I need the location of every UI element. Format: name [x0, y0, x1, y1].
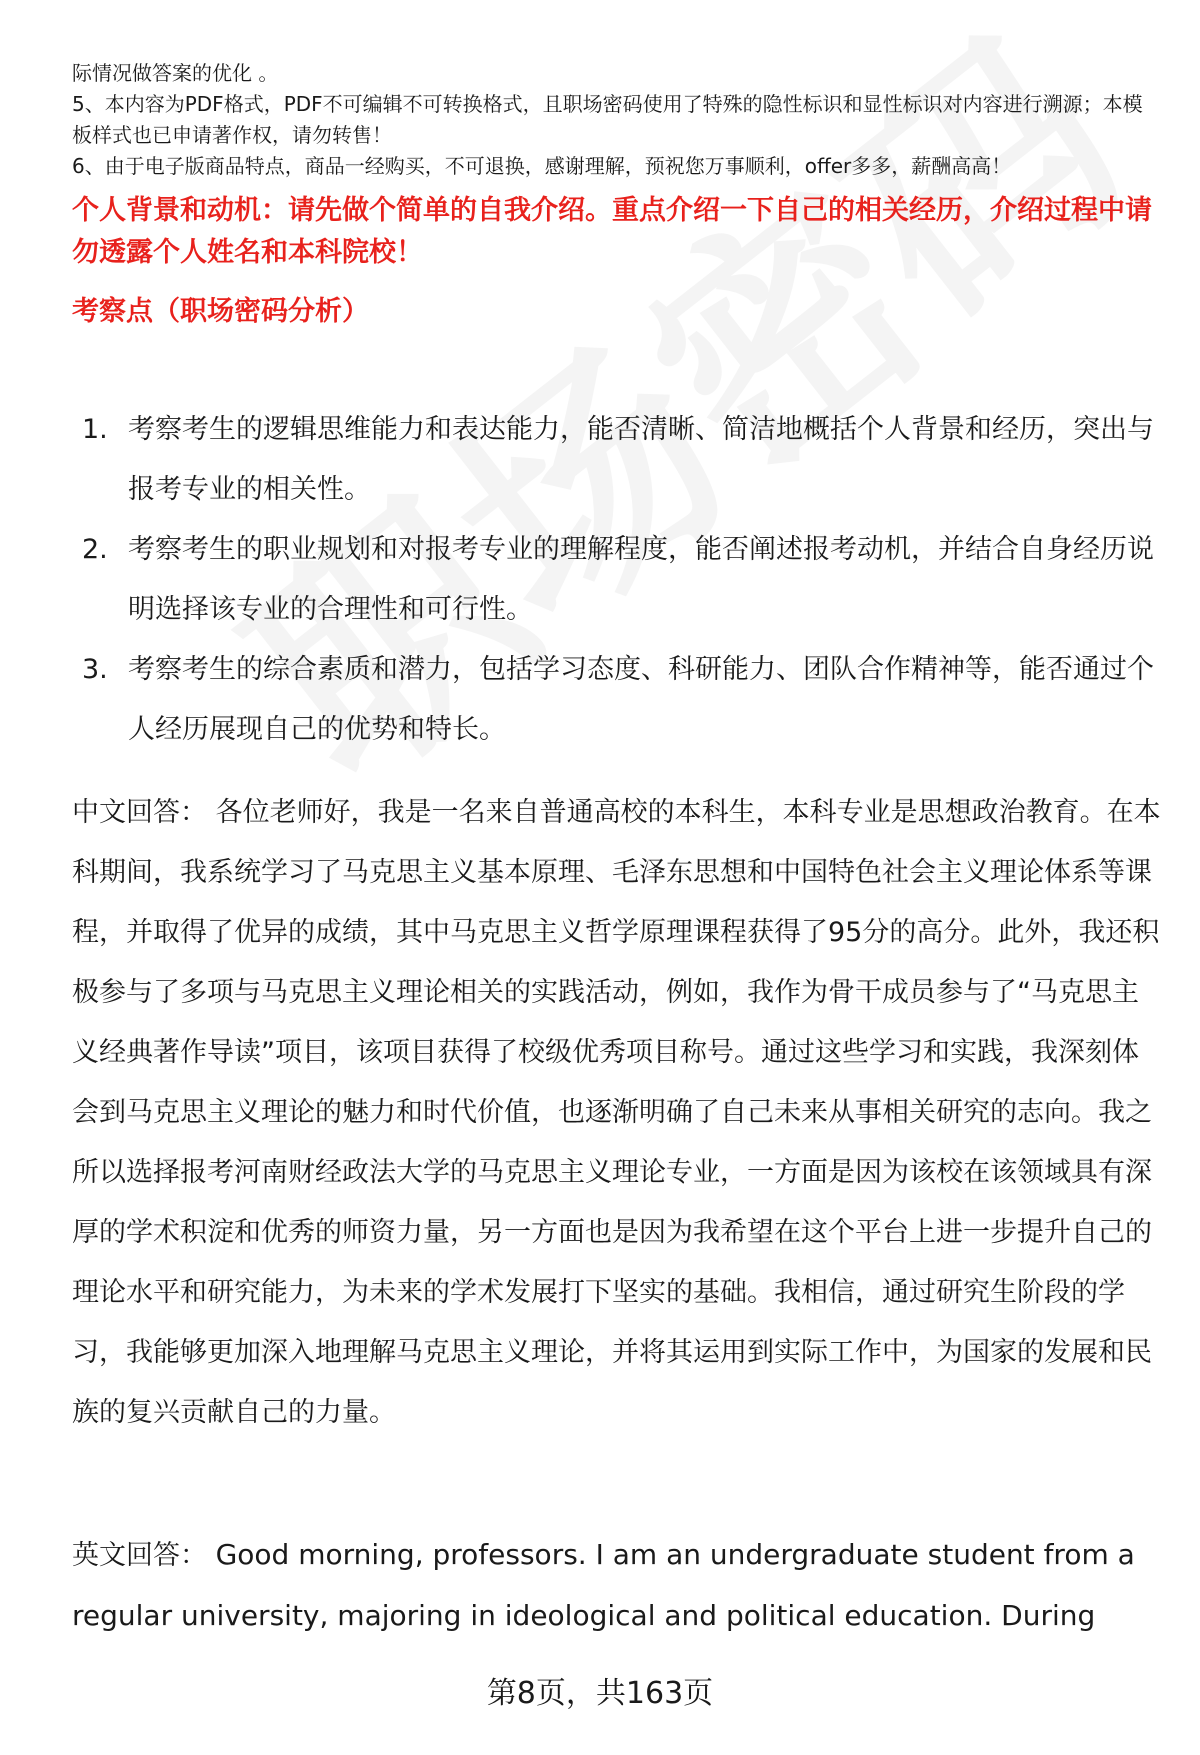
- point-number: 1.: [82, 414, 108, 445]
- note-line: 5、本内容为PDF格式，PDF不可编辑不可转换格式，且职场密码使用了特殊的隐性标识和显性标识对内容进行溯源；本模板样式也已申请著作权，请勿转售！: [72, 92, 1143, 147]
- english-answer-label: 英文回答：: [72, 1540, 207, 1571]
- point-item: [82, 520, 1162, 640]
- points-list: [82, 400, 1162, 760]
- point-item: [82, 400, 1162, 520]
- point-text: 考察考生的综合素质和潜力，包括学习态度、科研能力、团队合作精神等，能否通过个人经历展现自己的优势和特长。: [128, 654, 1154, 745]
- point-item: [82, 640, 1162, 760]
- page-footer: 第8页，共163页: [486, 1676, 714, 1711]
- notes-section: [72, 58, 1162, 182]
- note-line: 6、由于电子版商品特点，商品一经购买，不可退换，感谢理解，预祝您万事顺利，offer多多，薪酬高高！: [72, 154, 1012, 178]
- points-heading: 考察点（职场密码分析）: [72, 296, 369, 327]
- point-number: 2.: [82, 534, 108, 565]
- english-answer: [72, 1525, 1162, 1647]
- chinese-answer-text: 各位老师好，我是一名来自普通高校的本科生，本科专业是思想政治教育。在本科期间，我系统学习了马克思主义基本原理、毛泽东思想和中国特色社会主义理论体系等课程，并取得了优异的成绩，其中马克思主义哲学原理课程获得了95分的高分。此外，我还积极参与了多项与马克思主义理论相关的实践活动，例如，我作为骨干成员参与了“马克思主义经典著作导读”项目，该项目获得了校级优秀项目称号。通过这些学习和实践，我深刻体会到马克思主义理论的魅力和时代价值，也逐渐明确了自己未来从事相关研究的志向。我之所以选择报考河南财经政法大学的马克思主义理论专业，一方面是因为该校在该领域具有深厚的学术积淀和优秀的师资力量，另一方面也是因为我希望在这个平台上进一步提升自己的理论水平和研究能力，为未来的学术发展打下坚实的基础。我相信，通过研究生阶段的学习，我能够更加深入地理解马克思主义理论，并将其运用到实际工作中，为国家的发展和民族的复兴贡献自己的力量。: [72, 797, 1161, 1428]
- note-line: 际情况做答案的优化 。: [72, 61, 279, 85]
- question-heading: 个人背景和动机：请先做个简单的自我介绍。重点介绍一下自己的相关经历，介绍过程中请勿透露个人姓名和本科院校！: [72, 195, 1152, 268]
- chinese-answer-label: 中文回答：: [72, 797, 207, 828]
- english-answer-text: Good morning, professors. I am an undergraduate student from a regular university, majoring in ideological and political education. During: [72, 1538, 1135, 1632]
- point-text: 考察考生的逻辑思维能力和表达能力，能否清晰、简洁地概括个人背景和经历，突出与报考专业的相关性。: [128, 414, 1154, 505]
- chinese-answer: [72, 783, 1162, 1443]
- point-text: 考察考生的职业规划和对报考专业的理解程度，能否阐述报考动机，并结合自身经历说明选择该专业的合理性和可行性。: [128, 534, 1154, 625]
- point-number: 3.: [82, 654, 108, 685]
